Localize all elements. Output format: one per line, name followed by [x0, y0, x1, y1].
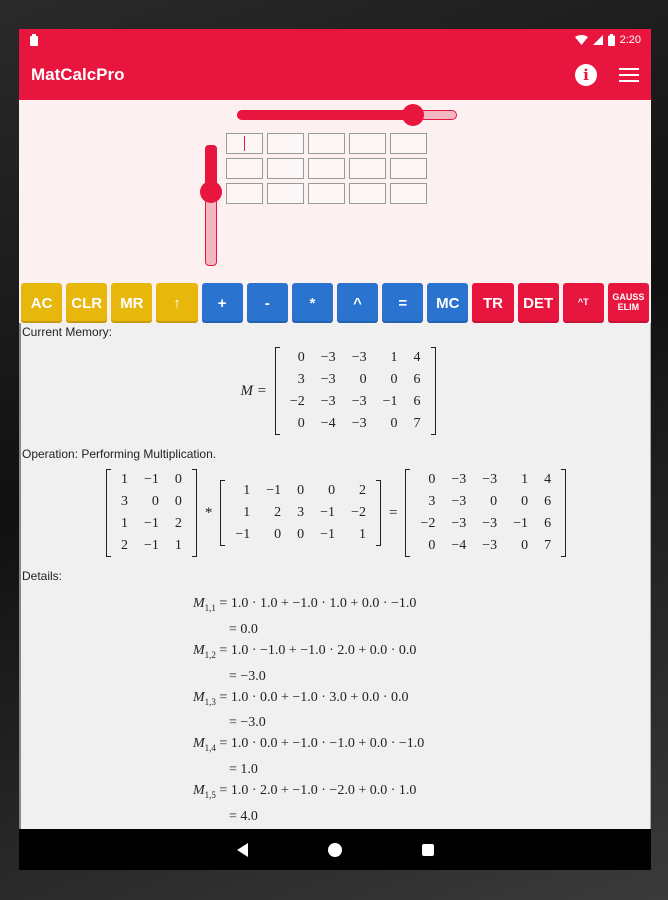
matrix-entry: −1: [143, 516, 159, 531]
details-label: Details:: [22, 569, 63, 583]
matrix-entry: −2: [420, 516, 436, 531]
mc-button[interactable]: MC: [427, 283, 468, 323]
add-button[interactable]: +: [202, 283, 243, 323]
matrix-entry: 6: [544, 516, 552, 531]
matrix-entry: 1: [174, 538, 182, 553]
matrix-cell[interactable]: [308, 133, 345, 154]
matrix-cell[interactable]: [226, 183, 263, 204]
rows-slider-thumb[interactable]: [200, 181, 222, 203]
matrix-entry: 1: [521, 472, 529, 487]
detail-result: = 0.0: [229, 621, 258, 637]
memory-variable: M =: [240, 382, 267, 399]
ac-button[interactable]: AC: [21, 283, 62, 323]
multiply-button[interactable]: *: [292, 283, 333, 323]
matrix-entry: −3: [351, 394, 367, 409]
matrix-entry: 0: [297, 527, 305, 542]
matrix-entry: 0: [151, 494, 159, 509]
matrix-entry: 0: [521, 494, 529, 509]
app-bar: [19, 50, 651, 100]
matrix-entry: 1: [120, 516, 128, 531]
matrix-entry: 0: [521, 538, 529, 553]
matrix-entry: −3: [320, 350, 336, 365]
clipboard-icon: [29, 34, 39, 46]
matrix-entry: 4: [544, 472, 552, 487]
trace-button[interactable]: TR: [472, 283, 513, 323]
navigation-bar: [19, 829, 651, 870]
gauss-elim-button[interactable]: GAUSS ELIM: [608, 283, 649, 323]
matrix-entry: −3: [320, 394, 336, 409]
matrix-entry: −1: [235, 527, 251, 542]
matrix-entry: 0: [359, 372, 367, 387]
matrix-entry: −1: [266, 483, 282, 498]
matrix-cell[interactable]: [349, 158, 386, 179]
matrix-cell[interactable]: [267, 183, 304, 204]
matrix-input-grid: [226, 133, 427, 204]
matrix-entry: −3: [482, 472, 498, 487]
matrix-cell[interactable]: [308, 158, 345, 179]
up-arrow-button[interactable]: ↑: [156, 283, 197, 323]
matrix-entry: −2: [351, 505, 366, 520]
matrix-entry: 6: [544, 494, 552, 509]
matrix-entry: 7: [544, 538, 552, 553]
detail-result: = −3.0: [229, 715, 266, 731]
matrix-entry: 0: [428, 538, 436, 553]
detail-expression: $M_{1,2} = 1.0 \cdot -1.0 + -1.0 \cdot 2.0 + 0.0 \cdot 0.0$: [193, 642, 417, 660]
multiply-sign: *: [204, 504, 213, 521]
equals-sign: =: [388, 504, 398, 521]
matrix-entry: 2: [274, 505, 282, 520]
battery-icon: [608, 34, 615, 46]
detail-expression: $M_{1,4} = 1.0 \cdot 0.0 + -1.0 \cdot -1.0 + 0.0 \cdot -1.0$: [193, 736, 425, 754]
matrix-cell[interactable]: [226, 133, 263, 154]
recent-apps-icon[interactable]: [422, 844, 434, 856]
matrix-entry: 6: [413, 372, 421, 387]
matrix-entry: 3: [428, 494, 436, 509]
status-bar: [19, 29, 651, 50]
clr-button[interactable]: CLR: [66, 283, 107, 323]
result-panel: [19, 323, 651, 830]
detail-expression: $M_{1,1} = 1.0 \cdot 1.0 + -1.0 \cdot 1.0 + 0.0 \cdot -1.0$: [193, 596, 417, 613]
detail-result: = 4.0: [229, 808, 258, 824]
mr-button[interactable]: MR: [111, 283, 152, 323]
menu-icon[interactable]: [619, 68, 639, 82]
matrix-entry: 3: [297, 505, 305, 520]
matrix-cell[interactable]: [267, 158, 304, 179]
matrix-cell[interactable]: [390, 183, 427, 204]
app-title: MatCalcPro: [31, 65, 125, 84]
operand-b-matrix: [218, 480, 383, 546]
matrix-entry: 0: [174, 472, 182, 487]
memory-matrix: [273, 347, 438, 435]
matrix-entry: 3: [297, 372, 305, 387]
device-screen: [19, 29, 651, 870]
matrix-entry: −3: [482, 538, 498, 553]
matrix-entry: −1: [320, 505, 336, 520]
matrix-entry: 0: [328, 483, 336, 498]
matrix-entry: −4: [451, 538, 467, 553]
matrix-entry: 1: [243, 505, 251, 520]
matrix-entry: 1: [243, 483, 251, 498]
detail-expression: $M_{1,3} = 1.0 \cdot 0.0 + -1.0 \cdot 3.0 + 0.0 \cdot 0.0$: [193, 689, 409, 707]
matrix-entry: 2: [174, 516, 182, 531]
calculator-button-row: [19, 283, 651, 323]
matrix-cell[interactable]: [349, 183, 386, 204]
matrix-entry: −3: [451, 494, 467, 509]
matrix-cell[interactable]: [390, 133, 427, 154]
matrix-entry: 1: [120, 472, 128, 487]
matrix-cell[interactable]: [390, 158, 427, 179]
matrix-entry: 0: [428, 472, 436, 487]
wifi-icon: [575, 35, 588, 45]
matrix-entry: 0: [490, 494, 498, 509]
matrix-entry: 0: [297, 416, 305, 431]
matrix-input-area: [19, 100, 651, 283]
matrix-entry: −3: [351, 416, 367, 431]
matrix-entry: −1: [143, 538, 159, 553]
matrix-entry: 6: [413, 394, 421, 409]
matrix-entry: 2: [120, 538, 128, 553]
matrix-entry: 2: [358, 483, 366, 498]
matrix-entry: −1: [513, 516, 529, 531]
matrix-entry: 7: [413, 416, 421, 431]
matrix-entry: −3: [320, 372, 336, 387]
operation-label: Operation: Performing Multiplication.: [22, 447, 217, 461]
columns-slider-fill: [237, 110, 413, 120]
matrix-entry: −3: [451, 516, 467, 531]
status-time: 2:20: [619, 33, 641, 46]
matrix-entry: 4: [413, 350, 421, 365]
matrix-entry: 1: [358, 527, 366, 542]
matrix-entry: 3: [120, 494, 128, 509]
operand-a-matrix: [104, 469, 199, 557]
equals-button[interactable]: =: [382, 283, 423, 323]
details-list: [193, 593, 650, 827]
matrix-entry: −1: [143, 472, 159, 487]
matrix-entry: −3: [451, 472, 467, 487]
matrix-entry: −1: [382, 394, 398, 409]
matrix-entry: −3: [351, 350, 367, 365]
matrix-entry: 0: [390, 416, 398, 431]
detail-result: = −3.0: [229, 668, 266, 684]
matrix-entry: −1: [320, 527, 336, 542]
determinant-button[interactable]: DET: [518, 283, 559, 323]
result-matrix: [403, 469, 568, 557]
matrix-entry: 1: [390, 350, 398, 365]
matrix-entry: 0: [174, 494, 182, 509]
matrix-entry: −3: [482, 516, 498, 531]
detail-expression: $M_{1,5} = 1.0 \cdot 2.0 + -1.0 \cdot -2.0 + 0.0 \cdot 1.0$: [193, 783, 417, 800]
matrix-entry: 0: [274, 527, 282, 542]
matrix-entry: −2: [289, 394, 305, 409]
matrix-cell[interactable]: [226, 158, 263, 179]
matrix-entry: 0: [297, 483, 305, 498]
power-button[interactable]: ^: [337, 283, 378, 323]
subtract-button[interactable]: -: [247, 283, 288, 323]
matrix-cell[interactable]: [308, 183, 345, 204]
memory-display: [22, 347, 650, 435]
home-icon[interactable]: [328, 843, 342, 857]
back-icon[interactable]: [237, 843, 248, 857]
memory-label: Current Memory:: [22, 325, 113, 339]
signal-icon: [593, 35, 603, 45]
detail-result: = 1.0: [229, 762, 258, 778]
transpose-button[interactable]: ^T: [563, 283, 604, 323]
matrix-cell[interactable]: [349, 133, 386, 154]
matrix-cell[interactable]: [267, 133, 304, 154]
operation-display: [22, 469, 650, 557]
matrix-entry: −4: [320, 416, 336, 431]
matrix-entry: 0: [390, 372, 398, 387]
matrix-entry: 0: [297, 350, 305, 365]
info-icon[interactable]: i: [575, 64, 597, 86]
columns-slider-thumb[interactable]: [402, 104, 424, 126]
